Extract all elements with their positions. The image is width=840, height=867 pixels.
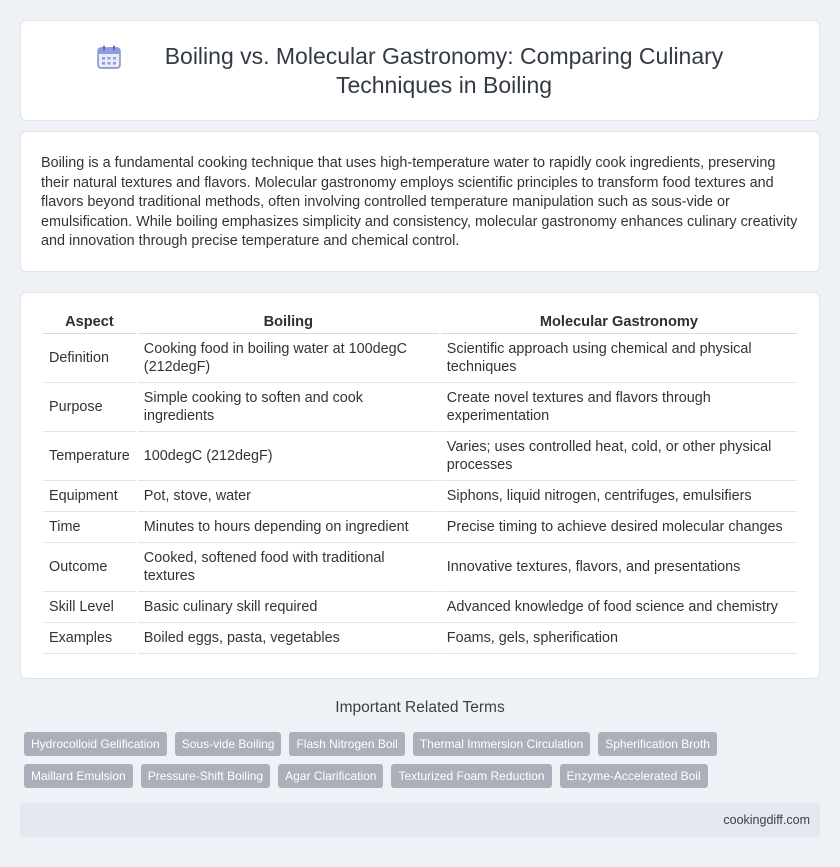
table-row bbox=[43, 623, 797, 654]
related-term-tag[interactable]: Spherification Broth bbox=[598, 732, 717, 756]
row-boiling: Basic culinary skill required bbox=[137, 592, 440, 623]
row-molecular: Siphons, liquid nitrogen, centrifuges, emulsifiers bbox=[440, 481, 797, 512]
header-molecular-gastronomy: Molecular Gastronomy bbox=[440, 307, 797, 334]
intro-card bbox=[20, 131, 820, 272]
related-terms-list bbox=[24, 732, 824, 788]
table-row bbox=[43, 543, 797, 592]
related-term-tag[interactable]: Enzyme-Accelerated Boil bbox=[560, 764, 708, 788]
related-term-tag[interactable]: Hydrocolloid Gelification bbox=[24, 732, 167, 756]
table-header-row bbox=[43, 307, 797, 334]
row-molecular: Innovative textures, flavors, and presentations bbox=[440, 543, 797, 592]
footer bbox=[20, 803, 820, 837]
row-molecular: Scientific approach using chemical and physical techniques bbox=[440, 334, 797, 383]
row-aspect: Purpose bbox=[43, 383, 137, 432]
row-boiling: Minutes to hours depending on ingredient bbox=[137, 512, 440, 543]
row-boiling: Cooking food in boiling water at 100degC (212degF) bbox=[137, 334, 440, 383]
row-boiling: Pot, stove, water bbox=[137, 481, 440, 512]
row-aspect: Time bbox=[43, 512, 137, 543]
related-terms-title: Important Related Terms bbox=[335, 699, 505, 716]
row-boiling: Simple cooking to soften and cook ingredients bbox=[137, 383, 440, 432]
comparison-table-card bbox=[20, 292, 820, 679]
row-aspect: Equipment bbox=[43, 481, 137, 512]
calendar-icon bbox=[96, 44, 122, 70]
row-molecular: Precise timing to achieve desired molecular changes bbox=[440, 512, 797, 543]
table-row bbox=[43, 334, 797, 383]
comparison-table bbox=[43, 307, 797, 654]
related-term-tag[interactable]: Pressure-Shift Boiling bbox=[141, 764, 270, 788]
row-aspect: Examples bbox=[43, 623, 137, 654]
row-boiling: 100degC (212degF) bbox=[137, 432, 440, 481]
row-aspect: Skill Level bbox=[43, 592, 137, 623]
row-boiling: Boiled eggs, pasta, vegetables bbox=[137, 623, 440, 654]
related-term-tag[interactable]: Maillard Emulsion bbox=[24, 764, 133, 788]
row-molecular: Varies; uses controlled heat, cold, or other physical processes bbox=[440, 432, 797, 481]
header-aspect: Aspect bbox=[43, 307, 137, 334]
row-molecular: Create novel textures and flavors through experimentation bbox=[440, 383, 797, 432]
related-term-tag[interactable]: Sous-vide Boiling bbox=[175, 732, 282, 756]
row-aspect: Temperature bbox=[43, 432, 137, 481]
table-row bbox=[43, 592, 797, 623]
footer-site-link[interactable]: cookingdiff.com bbox=[723, 813, 810, 827]
related-term-tag[interactable]: Texturized Foam Reduction bbox=[391, 764, 551, 788]
row-aspect: Outcome bbox=[43, 543, 137, 592]
header-boiling: Boiling bbox=[137, 307, 440, 334]
row-molecular: Advanced knowledge of food science and chemistry bbox=[440, 592, 797, 623]
table-row bbox=[43, 512, 797, 543]
row-aspect: Definition bbox=[43, 334, 137, 383]
related-term-tag[interactable]: Flash Nitrogen Boil bbox=[289, 732, 404, 756]
related-term-tag[interactable]: Thermal Immersion Circulation bbox=[413, 732, 590, 756]
table-row bbox=[43, 432, 797, 481]
related-term-tag[interactable]: Agar Clarification bbox=[278, 764, 383, 788]
title-card bbox=[20, 20, 820, 121]
table-row bbox=[43, 383, 797, 432]
row-molecular: Foams, gels, spherification bbox=[440, 623, 797, 654]
intro-paragraph: Boiling is a fundamental cooking technique that uses high-temperature water to rapidly cook ingredients, preserving their natural textures and flavors. Molecular gastronomy employs scientific principles to transform food textures and flavors beyond traditional methods, often involving controlled temperature manipulation such as sous-vide or emulsification. While boiling emphasizes simplicity and consistency, molecular gastronomy enhances culinary creativity and innovation through precise temperature and chemical control. bbox=[41, 155, 798, 250]
table-row bbox=[43, 481, 797, 512]
row-boiling: Cooked, softened food with traditional textures bbox=[137, 543, 440, 592]
page-title: Boiling vs. Molecular Gastronomy: Comparing Culinary Techniques in Boiling bbox=[164, 42, 724, 98]
